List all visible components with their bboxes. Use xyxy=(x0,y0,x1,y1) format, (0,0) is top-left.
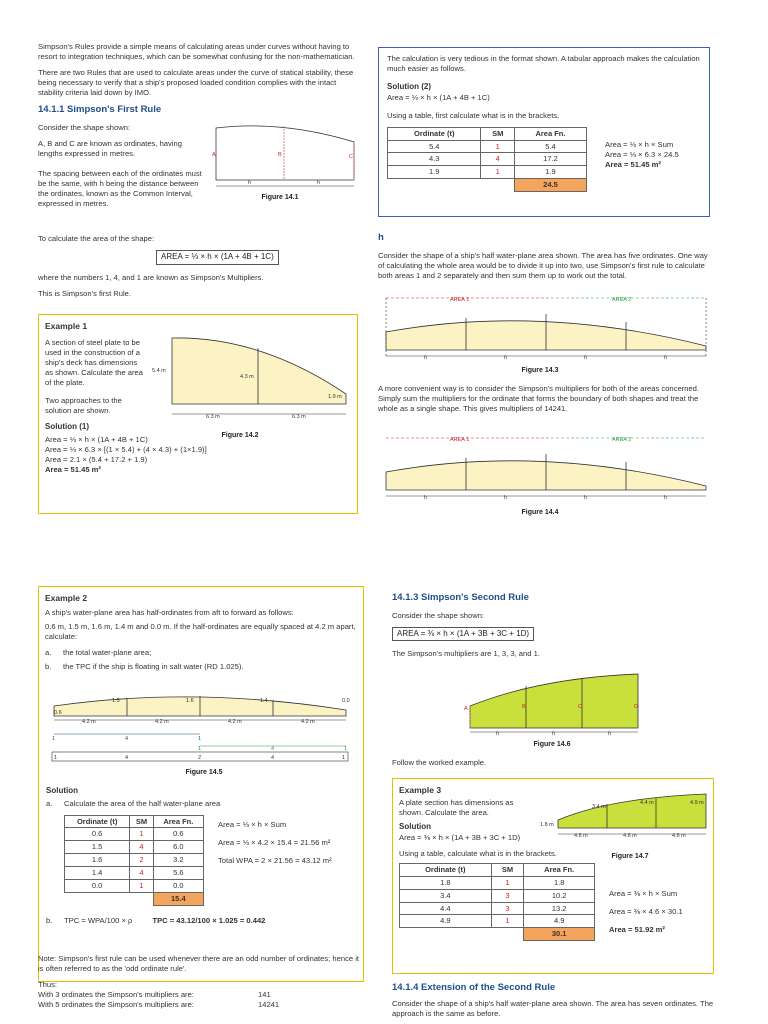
figure-14-4-h: h xyxy=(664,495,668,501)
sm-bot-4: 4 xyxy=(271,755,275,761)
cell: 1.9 xyxy=(514,166,586,179)
example-1-result: Area = 51.45 m² xyxy=(45,464,101,474)
note-block xyxy=(38,954,364,1010)
sm-bot-2: 4 xyxy=(125,755,129,761)
sm-mid-3: 1 xyxy=(344,746,348,752)
table-header-sm: SM xyxy=(491,863,524,876)
figure-14-6-h: h xyxy=(608,731,612,737)
result-line-2: Area = ⅓ × 4.2 × 15.4 = 21.56 m² xyxy=(218,838,331,848)
thus-label: Thus: xyxy=(38,980,57,990)
figure-14-5 xyxy=(44,690,360,768)
extension-paragraph-2-wrap xyxy=(378,384,712,414)
table-total: 30.1 xyxy=(524,928,595,941)
cell: 1.5 xyxy=(65,841,130,854)
result-line-2: Area = ⅓ × 6.3 × 24.5 xyxy=(605,150,679,160)
figure-14-1-h2: h xyxy=(317,180,321,186)
figure-14-5-ord-5: 0.0 xyxy=(342,698,350,704)
sm-top-3: 1 xyxy=(198,736,202,742)
result-line-3: Area = 51.92 m² xyxy=(609,925,665,935)
cell: 3.2 xyxy=(153,854,203,867)
odd-ordinate-note: Note: Simpson's first rule can be used whenever there are an odd number of ordinates; hence it is often referred to as the 'odd ordinate rule'. xyxy=(38,954,359,974)
cell: 3 xyxy=(491,902,524,915)
multipliers-3-value: 141 xyxy=(258,990,271,1000)
table-row xyxy=(400,902,595,915)
cell: 5.6 xyxy=(153,867,203,880)
example-2-p1: A ship's water-plane area has half-ordinates from aft to forward as follows: xyxy=(45,608,294,618)
figure-14-5-w4: 4.2 m xyxy=(301,719,315,725)
table-header-area-fn: Area Fn. xyxy=(153,815,203,828)
figure-14-6-h: h xyxy=(552,731,556,737)
first-rule-statement: This is Simpson's first Rule. xyxy=(38,288,132,298)
cell: 4.3 xyxy=(388,153,481,166)
figure-14-3-area-1: AREA 1 xyxy=(450,297,470,303)
table-header-sm: SM xyxy=(130,815,153,828)
cell: 5.4 xyxy=(514,140,586,153)
solution-2-heading: Solution (2) xyxy=(387,82,431,92)
example-2-p2: 0.6 m, 1.5 m, 1.6 m, 1.4 m and 0.0 m. If the half-ordinates are equally spaced at 4.2 m apart, calculate: xyxy=(45,622,356,642)
multipliers-5-label: With 5 ordinates the Simpson's multipliers are: xyxy=(38,1000,194,1010)
cell: 0.6 xyxy=(65,828,130,841)
cell: 1.4 xyxy=(65,867,130,880)
table-total: 24.5 xyxy=(514,179,586,192)
cell: 1 xyxy=(130,880,153,893)
example-3-title: Example 3 xyxy=(399,785,442,795)
example-2-table xyxy=(64,815,204,906)
tpc-formula: TPC = WPA/100 × ρ xyxy=(64,915,133,925)
multipliers-3-label: With 3 ordinates the Simpson's multipliers are: xyxy=(38,990,194,1000)
figure-14-6-label-c: C xyxy=(578,704,582,710)
figure-14-1-label-b: B xyxy=(278,152,282,158)
result-line-3: Total WPA = 2 × 21.56 = 43.12 m² xyxy=(218,856,332,866)
figure-14-3-caption: Figure 14.3 xyxy=(521,367,559,374)
figure-14-6-h: h xyxy=(496,731,500,737)
example-1-line-3: Area = 2.1 × (5.4 + 17.2 + 1.9) xyxy=(45,454,148,464)
example-2-results xyxy=(218,820,358,866)
figure-14-6-label-d: D xyxy=(634,704,638,710)
first-rule-formula: AREA = ⅓ × h × (1A + 4B + 1C) xyxy=(156,250,279,265)
figure-14-2-w1: 6.3 m xyxy=(206,414,220,420)
figure-14-7-o4: 4.9 m xyxy=(690,800,704,806)
example-1-line-1: Area = ⅓ × h × (1A + 4B + 1C) xyxy=(45,434,148,444)
figure-14-1-caption: Figure 14.1 xyxy=(261,194,299,201)
figure-14-3-h: h xyxy=(424,355,428,361)
table-row xyxy=(388,153,587,166)
extension-paragraph-1: Consider the shape of a ship's half water-plane area shown. The area has five ordinates. One way of calculating the whole area would be to divide it up into two, use Simpson's first rule to calculate both areas 1 and 2 separately and then sum them up to work out the total. xyxy=(378,250,708,280)
figure-14-6-caption: Figure 14.6 xyxy=(533,741,571,748)
multipliers-3 xyxy=(38,990,364,1000)
example-1-approaches: Two approaches to the solution are shown. xyxy=(45,396,122,416)
figure-14-5-ord-4: 1.4 xyxy=(260,698,268,704)
figure-14-3-h: h xyxy=(504,355,508,361)
solution-2-formula: Area = ⅓ × h × (1A + 4B + 1C) xyxy=(387,92,490,102)
ordinates-text: A, B and C are known as ordinates, having lengths expressed in metres. xyxy=(38,138,182,158)
section-heading-first-rule: 14.1.1 Simpson's First Rule xyxy=(38,104,162,116)
figure-14-4-caption: Figure 14.4 xyxy=(521,509,559,516)
example-1-solution-heading: Solution (1) xyxy=(45,422,89,432)
cell: 4 xyxy=(130,867,153,880)
cell: 3 xyxy=(491,889,524,902)
example-1-text: A section of steel plate to be used in the construction of a ship's deck has dimensions as shown. Calculate the area of the plate. xyxy=(45,338,143,388)
figure-14-4-h: h xyxy=(504,495,508,501)
sm-mid-1: 1 xyxy=(198,746,202,752)
consider-text: Consider the shape shown: xyxy=(38,122,131,132)
example-2-part-b: b. the TPC if the ship is floating in salt water (RD 1.025). xyxy=(45,662,244,672)
figure-14-1-h1: h xyxy=(248,180,252,186)
sm-bot-5: 1 xyxy=(342,755,346,761)
table-header-area-fn: Area Fn. xyxy=(514,127,586,140)
cell: 4.9 xyxy=(400,915,492,928)
cell: 6.0 xyxy=(153,841,203,854)
cell: 4.9 xyxy=(524,915,595,928)
extension-second-rule-text: Consider the shape of a ship's half water-plane area shown. The area has seven ordinates. The approach is the same as before. xyxy=(392,998,714,1018)
example-3-solution-heading: Solution xyxy=(399,822,431,832)
part-b-text: the TPC if the ship is floating in salt water (RD 1.025). xyxy=(63,662,244,672)
cell: 10.2 xyxy=(524,889,595,902)
solution-2-table xyxy=(387,127,587,192)
result-line-1: Area = ⅓ × h × Sum xyxy=(218,820,287,829)
example-2-title: Example 2 xyxy=(45,593,88,603)
follow-worked-example: Follow the worked example. xyxy=(392,758,487,767)
example-2-part-b-solution: b. TPC = WPA/100 × ρ TPC = 43.12/100 × 1.025 = 0.442 xyxy=(46,915,266,925)
solution-a-text: Calculate the area of the half water-plane area xyxy=(64,798,221,808)
figure-14-7-caption: Figure 14.7 xyxy=(611,853,649,860)
table-row xyxy=(388,140,587,153)
table-header-ordinate: Ordinate (t) xyxy=(388,127,481,140)
cell: 2 xyxy=(130,854,153,867)
figure-14-4-h: h xyxy=(584,495,588,501)
solution-2-box xyxy=(378,47,710,217)
figure-14-4-area-2: AREA 2 xyxy=(612,437,632,443)
figure-14-5-w2: 4.2 m xyxy=(155,719,169,725)
example-1-line-2: Area = ⅓ × 6.3 × [(1 × 5.4) + (4 × 4.3) + (1×1.9)] xyxy=(45,444,207,454)
solution-2-results xyxy=(605,140,679,170)
figure-14-4-h: h xyxy=(424,495,428,501)
second-rule-consider: Consider the shape shown: xyxy=(392,610,485,620)
figure-14-7-o2: 3.4 m xyxy=(592,804,606,810)
example-1-title: Example 1 xyxy=(45,321,88,331)
figure-14-6-label-a: A xyxy=(464,706,468,712)
figure-14-3-h: h xyxy=(584,355,588,361)
table-row xyxy=(388,166,587,179)
figure-14-5-ord-3: 1.6 xyxy=(186,698,194,704)
tabular-intro: The calculation is very tedious in the format shown. A tabular approach makes the calculation much easier as follows. xyxy=(387,54,700,74)
table-row xyxy=(400,889,595,902)
example-3-results xyxy=(609,889,713,935)
sm-mid-2: 4 xyxy=(271,746,275,752)
figure-14-3 xyxy=(380,294,714,364)
table-row xyxy=(400,876,595,889)
second-rule-formula: AREA = ⅜ × h × (1A + 3B + 3C + 1D) xyxy=(392,627,534,642)
table-row xyxy=(65,828,204,841)
multipliers-5-value: 14241 xyxy=(258,1000,280,1010)
top-left-column-lower xyxy=(38,234,358,305)
figure-14-7-w1: 4.6 m xyxy=(574,833,588,839)
figure-14-5-w3: 4.2 m xyxy=(228,719,242,725)
figure-14-2 xyxy=(150,334,356,424)
result-line-1: Area = ⅜ × h × Sum xyxy=(609,889,678,898)
sm-bot-3: 2 xyxy=(198,755,202,761)
example-3-using-table: Using a table, calculate what is in the brackets. xyxy=(399,848,557,858)
cell: 13.2 xyxy=(524,902,595,915)
figure-14-3-h: h xyxy=(664,355,668,361)
figure-14-7-o3: 4.4 m xyxy=(640,800,654,806)
figure-14-5-ord-1: 0.6 xyxy=(54,710,62,716)
cell: 1.6 xyxy=(65,854,130,867)
example-3-text: A plate section has dimensions as shown. Calculate the area. xyxy=(399,798,514,818)
example-3-formula: Area = ⅜ × h × (1A + 3B + 3C + 1D) xyxy=(399,832,521,842)
cell: 4.4 xyxy=(400,902,492,915)
figure-14-2-d3: 1.9 m xyxy=(328,394,342,400)
table-total: 15.4 xyxy=(153,892,203,905)
result-line-1: Area = ⅓ × h × Sum xyxy=(605,140,674,149)
example-2-solution-heading: Solution xyxy=(46,786,78,795)
section-heading-extension: h xyxy=(378,232,384,243)
cell: 4 xyxy=(130,841,153,854)
extension-paragraph-2: A more convenient way is to consider the Simpson's multipliers for both of the areas concerned. Simply sum the multipliers for the ordinate that forms the boundary of both shapes and treat the whole as a single shape. This gives multipliers of 14241. xyxy=(378,384,699,414)
table-row xyxy=(65,880,204,893)
figure-14-4 xyxy=(380,434,714,504)
sm-top-2: 4 xyxy=(125,736,129,742)
sm-bot-1: 1 xyxy=(54,755,58,761)
table-header-area-fn: Area Fn. xyxy=(524,863,595,876)
example-2-part-a: a. the total water-plane area; xyxy=(45,648,152,658)
example-2-solution xyxy=(46,786,356,926)
table-row xyxy=(65,841,204,854)
cell: 1 xyxy=(481,166,514,179)
cell: 5.4 xyxy=(388,140,481,153)
cell: 17.2 xyxy=(514,153,586,166)
extension-first-rule xyxy=(378,226,712,281)
figure-14-2-d1: 5.4 m xyxy=(152,368,166,374)
second-rule-section xyxy=(392,586,716,659)
cell: 0.0 xyxy=(153,880,203,893)
tpc-result: TPC = 43.12/100 × 1.025 = 0.442 xyxy=(152,915,266,925)
table-row xyxy=(65,867,204,880)
figure-14-5-caption: Figure 14.5 xyxy=(185,769,223,776)
cell: 1.8 xyxy=(400,876,492,889)
rules-paragraph: There are two Rules that are used to calculate areas under the curve of statical stability, these being necessary to verify that a ship's proposed loaded condition complies with the intact stability criteria laid down by IMO. xyxy=(38,68,354,98)
section-heading-second-rule: 14.1.3 Simpson's Second Rule xyxy=(392,592,529,603)
figure-14-1 xyxy=(212,118,358,192)
figure-14-2-caption: Figure 14.2 xyxy=(221,432,259,439)
cell: 1.9 xyxy=(388,166,481,179)
calculate-text: To calculate the area of the shape: xyxy=(38,234,155,243)
figure-14-2-w2: 6.3 m xyxy=(292,414,306,420)
intro-paragraph: Simpson's Rules provide a simple means of calculating areas under curves without having to resort to integration techniques, which can be somewhat confusing for the non-mathematician. xyxy=(38,42,355,62)
figure-14-6 xyxy=(460,672,646,738)
figure-14-6-label-b: B xyxy=(522,704,526,710)
table-row xyxy=(65,854,204,867)
cell: 1 xyxy=(491,876,524,889)
figure-14-5-w1: 4.2 m xyxy=(82,719,96,725)
spacing-text: The spacing between each of the ordinates must be the same, with h being the distance between the ordinates, known as the Common Interval, expressed in metres. xyxy=(38,168,202,208)
cell: 0.6 xyxy=(153,828,203,841)
figure-14-7-w2: 4.6 m xyxy=(623,833,637,839)
sm-top-1: 1 xyxy=(52,736,56,742)
table-header-ordinate: Ordinate (t) xyxy=(65,815,130,828)
example-3-table xyxy=(399,863,595,941)
cell: 1 xyxy=(481,140,514,153)
cell: 0.0 xyxy=(65,880,130,893)
figure-14-1-label-a: A xyxy=(212,152,216,158)
figure-14-3-area-2: AREA 2 xyxy=(612,297,632,303)
multipliers-5 xyxy=(38,1000,364,1010)
example-2-solution-a: a. Calculate the area of the half water-plane area xyxy=(46,798,221,808)
cell: 1 xyxy=(130,828,153,841)
table-header-sm: SM xyxy=(481,127,514,140)
cell: 1.8 xyxy=(524,876,595,889)
extension-second-rule xyxy=(392,982,716,1019)
part-a-text: the total water-plane area; xyxy=(63,648,152,658)
figure-14-2-d2: 4.3 m xyxy=(240,374,254,380)
figure-14-7-o1: 1.8 m xyxy=(540,822,554,828)
table-row xyxy=(400,915,595,928)
cell: 4 xyxy=(481,153,514,166)
figure-14-7 xyxy=(540,792,712,848)
multipliers-text: where the numbers 1, 4, and 1 are known as Simpson's Multipliers. xyxy=(38,272,264,282)
figure-14-5-ord-2: 1.5 xyxy=(112,698,120,704)
cell: 3.4 xyxy=(400,889,492,902)
solution-2-using-table: Using a table, first calculate what is in the brackets. xyxy=(387,110,560,120)
result-line-3: Area = 51.45 m² xyxy=(605,160,661,170)
table-header-ordinate: Ordinate (t) xyxy=(400,863,492,876)
result-line-2: Area = ⅜ × 4.6 × 30.1 xyxy=(609,907,683,917)
figure-14-4-area-1: AREA 1 xyxy=(450,437,470,443)
cell: 1 xyxy=(491,915,524,928)
section-heading-extension-second-rule: 14.1.4 Extension of the Second Rule xyxy=(392,982,556,993)
figure-14-7-w3: 4.6 m xyxy=(672,833,686,839)
second-rule-multipliers: The Simpson's multipliers are 1, 3, 3, and 1. xyxy=(392,649,540,659)
figure-14-1-label-c: C xyxy=(349,154,353,160)
